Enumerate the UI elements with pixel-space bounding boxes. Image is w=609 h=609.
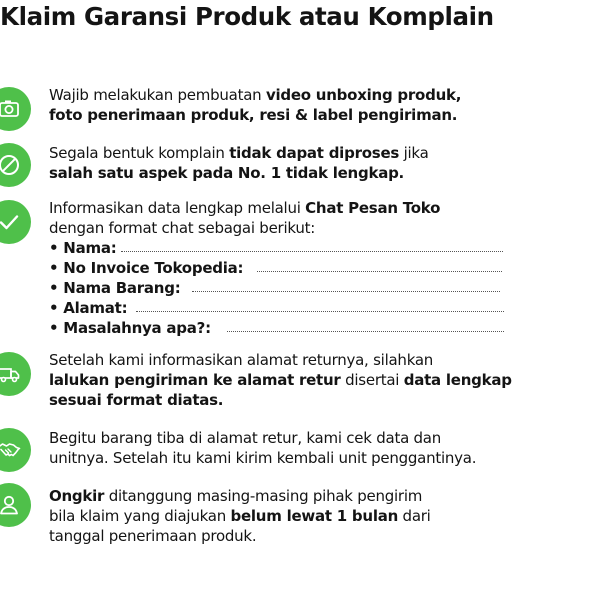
step-text: Segala bentuk komplain tidak dapat diproses jika salah satu aspek pada No. 1 tidak lengkap. [49,144,429,182]
step-text: Informasikan data lengkap melalui Chat Pesan Toko dengan format chat sebagai berikut: • Nama: • No Invoice Tokopedia: • Nama Barang: • Alamat: • Masalahnya apa?: [49,198,607,338]
checkmark-icon [0,200,31,244]
chat-format-fields [49,238,607,338]
step-text: Begitu barang tiba di alamat retur, kami cek data dan unitnya. Setelah itu kami kirim kembali unit penggantinya. [49,429,477,467]
field-nama: • Nama: [49,238,607,258]
page-title: Klaim Garansi Produk atau Komplain [0,2,494,31]
step-text: Setelah kami informasikan alamat returnya, silahkan lalukan pengiriman ke alamat retur disertai data lengkap sesuai format diatas. [49,351,512,409]
prohibited-icon [0,143,31,187]
person-icon [0,483,31,527]
handshake-icon [0,428,31,472]
field-alamat: • Alamat: [49,298,607,318]
camera-icon [0,87,31,131]
step-text: Wajib melakukan pembuatan video unboxing produk, foto penerimaan produk, resi & label pengiriman. [49,86,462,124]
delivery-truck-icon [0,352,31,396]
field-masalah: • Masalahnya apa?: [49,318,607,338]
field-nama-barang: • Nama Barang: [49,278,607,298]
step-text: Ongkir ditanggung masing-masing pihak pengirim bila klaim yang diajukan belum lewat 1 bulan dari tanggal penerimaan produk. [49,487,431,545]
field-no-invoice: • No Invoice Tokopedia: [49,258,607,278]
